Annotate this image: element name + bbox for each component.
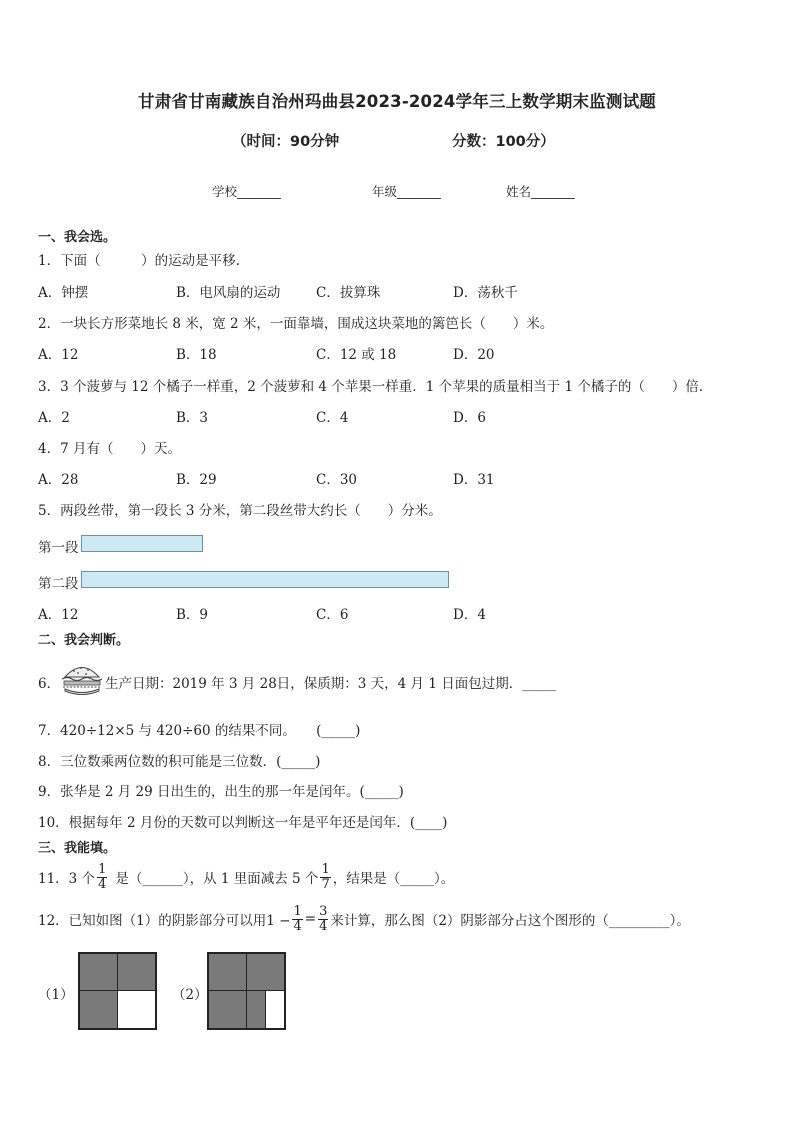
ribbon-2-label: 第二段 bbox=[38, 576, 79, 592]
q2-option-a[interactable]: A．12 bbox=[38, 347, 79, 363]
q4-option-d[interactable]: D．31 bbox=[453, 472, 495, 488]
ribbon-2-bar bbox=[81, 571, 449, 588]
question-3: 3．3 个菠萝与 12 个橘子一样重，2 个菠萝和 4 个苹果一样重．1 个苹果的质量相当于 1 个橘子的（ ）倍． bbox=[38, 379, 713, 395]
q5-option-b[interactable]: B．9 bbox=[176, 607, 209, 623]
q4-option-b[interactable]: B．29 bbox=[176, 472, 217, 488]
q5-option-d[interactable]: D．4 bbox=[453, 607, 486, 623]
q1-option-c[interactable]: C．拔算珠 bbox=[316, 285, 381, 301]
q12-fraction-1 bbox=[292, 905, 302, 933]
q12-fraction-2-numerator: 3 bbox=[319, 903, 328, 919]
question-2: 2．一块长方形菜地长 8 米，宽 2 米，一面靠墙，围成这块菜地的篱笆长（ ）米。 bbox=[38, 316, 554, 332]
q3-option-a[interactable]: A．2 bbox=[38, 410, 70, 426]
figure-2-cell bbox=[208, 990, 247, 1029]
figure-1-cell bbox=[117, 953, 156, 991]
name-field[interactable]: 姓名_______ bbox=[506, 184, 575, 199]
question-8: 8．三位数乘两位数的积可能是三位数．(_____) bbox=[38, 754, 321, 770]
q3-option-b[interactable]: B．3 bbox=[176, 410, 209, 426]
q1-option-b[interactable]: B．电风扇的运动 bbox=[176, 285, 281, 301]
q4-option-a[interactable]: A．28 bbox=[38, 472, 79, 488]
figure-2-label: （2） bbox=[172, 987, 208, 1003]
q1-option-a[interactable]: A．钟摆 bbox=[38, 285, 89, 301]
q2-option-b[interactable]: B．18 bbox=[176, 347, 217, 363]
q11-part-1: 11．3 个 bbox=[38, 871, 96, 887]
question-5: 5．两段丝带，第一段长 3 分米，第二段丝带大约长（ ）分米。 bbox=[38, 503, 442, 519]
grade-field[interactable]: 年级_______ bbox=[372, 184, 441, 199]
question-11 bbox=[38, 857, 454, 897]
q12-equals: = bbox=[304, 911, 317, 927]
q12-fraction-1-denominator: 4 bbox=[293, 918, 302, 934]
hamburger-icon bbox=[59, 660, 105, 698]
question-7: 7．420÷12×5 与 420÷60 的结果不同。 (_____) bbox=[38, 723, 361, 739]
q12-fraction-2 bbox=[318, 905, 328, 933]
ribbon-1-label: 第一段 bbox=[38, 540, 79, 556]
q12-fraction-2-denominator: 4 bbox=[319, 918, 328, 934]
ribbon-1-bar bbox=[81, 535, 203, 552]
page-title: 甘肃省甘南藏族自治州玛曲县2023-2024学年三上数学期末监测试题 bbox=[138, 92, 656, 111]
q11-fraction-1 bbox=[97, 863, 107, 891]
section-heading-choice: 一、我会选。 bbox=[38, 230, 117, 245]
section-heading-judge: 二、我会判断。 bbox=[38, 633, 130, 648]
question-9: 9．张华是 2 月 29 日出生的，出生的那一年是闰年。(_____) bbox=[38, 784, 404, 800]
figure-2-cell bbox=[246, 953, 285, 991]
figure-2-cell-unshaded bbox=[265, 990, 285, 1029]
q12-fraction-1-numerator: 1 bbox=[293, 903, 302, 919]
question-4: 4．7 月有（ ）天。 bbox=[38, 441, 181, 457]
q2-option-d[interactable]: D．20 bbox=[453, 347, 495, 363]
school-field[interactable]: 学校_______ bbox=[212, 184, 281, 199]
q11-fraction-2 bbox=[320, 863, 330, 891]
q2-option-c[interactable]: C．12 或 18 bbox=[316, 347, 397, 363]
figure-1-cell bbox=[79, 990, 118, 1029]
q1-option-d[interactable]: D．荡秋千 bbox=[453, 285, 518, 301]
figure-1-cell bbox=[79, 953, 118, 991]
question-1: 1．下面（ ）的运动是平移. bbox=[38, 253, 240, 269]
q11-fraction-1-denominator: 4 bbox=[98, 876, 107, 892]
q11-fraction-2-numerator: 1 bbox=[321, 861, 330, 877]
figure-2-square bbox=[207, 952, 286, 1030]
question-6: 生产日期：2019 年 3 月 28日，保质期：3 天，4 月 1 日面包过期．_____ bbox=[105, 676, 556, 692]
q5-option-c[interactable]: C．6 bbox=[316, 607, 349, 623]
q11-part-2: 是（______），从 1 里面减去 5 个 bbox=[115, 871, 319, 887]
question-6-number: 6． bbox=[38, 676, 61, 692]
q11-fraction-1-numerator: 1 bbox=[98, 861, 107, 877]
q11-part-3: ，结果是（_____）。 bbox=[332, 871, 455, 887]
q3-option-c[interactable]: C．4 bbox=[316, 410, 349, 426]
question-12 bbox=[38, 899, 690, 939]
q4-option-c[interactable]: C．30 bbox=[316, 472, 358, 488]
q12-part-2: 来计算，那么图（2）阴影部分占这个图形的（_________）。 bbox=[330, 913, 690, 929]
question-10: 10．根据每年 2 月份的天数可以判断这一年是平年还是闰年．(____) bbox=[38, 815, 448, 831]
figure-1-label: （1） bbox=[38, 987, 74, 1003]
q3-option-d[interactable]: D．6 bbox=[453, 410, 486, 426]
section-heading-fill: 三、我能填。 bbox=[38, 841, 117, 856]
figure-2-cell-half bbox=[246, 990, 266, 1029]
q5-option-a[interactable]: A．12 bbox=[38, 607, 79, 623]
q11-fraction-2-denominator: 7 bbox=[321, 876, 330, 892]
figure-1-cell-unshaded bbox=[117, 990, 156, 1029]
figure-1-square bbox=[78, 952, 157, 1030]
exam-time: （时间：90分钟 bbox=[232, 134, 340, 150]
figure-2-cell bbox=[208, 953, 247, 991]
q12-part-1: 12．已知如图（1）的阴影部分可以用1 − bbox=[38, 913, 291, 929]
exam-score: 分数：100分） bbox=[452, 134, 555, 150]
